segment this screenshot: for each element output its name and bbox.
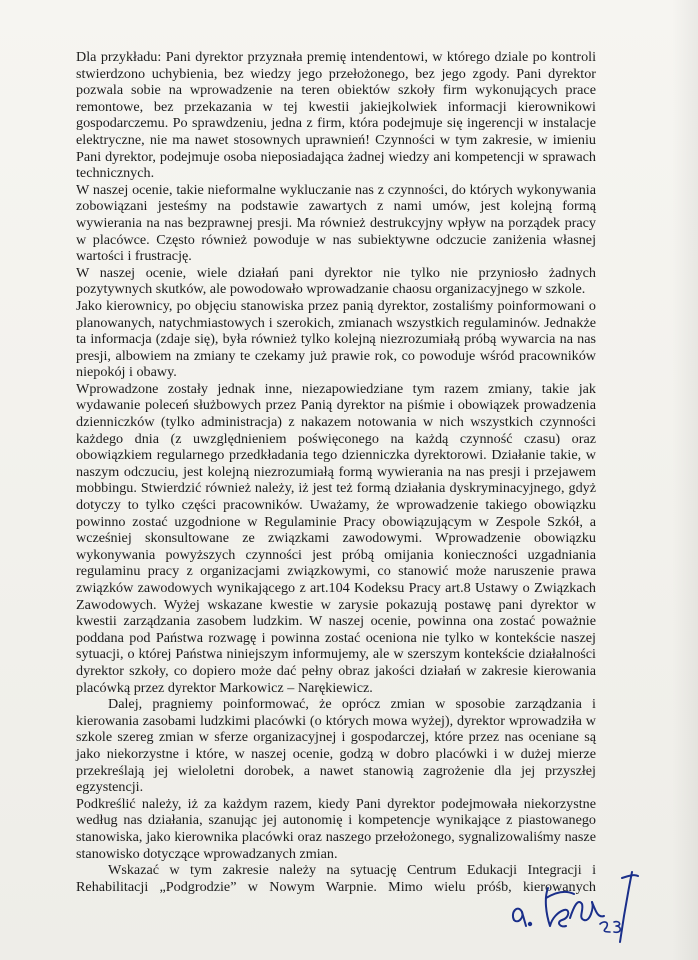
paragraph-6: Dalej, pragniemy poinformować, że oprócz zmian w sposobie zarządzania i kierowania zasobami ludzkimi placówki (o których mowa wyżej), dyrektor wprowadziła w szkole szereg zmian w sferze organizacyjnej i gospodarczej, które przez nas oceniane są jako niekorzystne i które, w naszej ocenie, godzą w dobro placówki i w dużej mierze przekreślają jej wieloletni dorobek, a nawet stanowią zagrożenie dla jej przyszłej egzystencji. [76, 696, 596, 796]
handwritten-signature [500, 868, 650, 948]
paragraph-8: Wskazać w tym zakresie należy na sytuację Centrum Edukacji Integracji i Rehabilitacji „Podgrodzie” w Nowym Warpnie. Mimo wielu próśb, kierowanych [76, 862, 596, 895]
signature-drawing [500, 868, 650, 948]
paragraph-1: Dla przykładu: Pani dyrektor przyznała premię intendentowi, w którego dziale po kontroli stwierdzono uchybienia, bez wiedzy jego przełożonego, bez jego zgody. Pani dyrektor pozwala sobie na wprowadzenie na teren obiektów szkoły firm wykonujących prace remontowe, bez przekazania w tej kwestii jakiejkolwiek informacji kierownikowi gospodarczemu. Po sprawdzeniu, jedna z firm, która podejmuje się ingerencji w instalacje elektryczne, nie ma nawet stosownych uprawnień! Czynności w tym zakresie, w imieniu Pani dyrektor, podejmuje osoba nieposiadająca żadnej wiedzy ani kompetencji w sprawach technicznych. [76, 49, 596, 182]
paragraph-4: Jako kierownicy, po objęciu stanowiska przez panią dyrektor, zostaliśmy poinformowani o planowanych, natychmiastowych i szerokich, zmianach wszystkich regulaminów. Jednakże ta informacja (zdaje się), była również tylko kolejną niezrozumiałą próbą wywarcia na nas presji, albowiem na zmiany te czekamy już prawie rok, co powoduje wśród pracowników niepokój i obawy. [76, 297, 596, 381]
paragraph-2: W naszej ocenie, takie nieformalne wykluczanie nas z czynności, do których wykonywania zobowiązani jesteśmy na podstawie zawartych z nami umów, jest kolejną formą wywierania na nas bezprawnej presji. Ma również destrukcyjny wpływ na porządek pracy w placówce. Często również powoduje w nas subiektywne odczucie zaniżenia własnej wartości i frustrację. [76, 181, 596, 265]
paragraph-7: Podkreślić należy, iż za każdym razem, kiedy Pani dyrektor podejmowała niekorzystne według nas działania, szanując jej autonomię i kompetencje wynikające z piastowanego stanowiska, jako kierownika placówki oraz naszego przełożonego, sygnalizowaliśmy nasze stanowisko dotyczące wprowadzanych zmian. [76, 795, 596, 862]
paragraph-3: W naszej ocenie, wiele działań pani dyrektor nie tylko nie przyniosło żadnych pozytywnych skutków, ale powodowało wprowadzanie chaosu organizacyjnego w szkole. [76, 264, 596, 298]
paragraph-5: Wprowadzone zostały jednak inne, niezapowiedziane tym razem zmiany, takie jak wydawanie poleceń służbowych przez Panią dyrektor na piśmie i obowiązek prowadzenia dzienniczków (tylko administracja) z nakazem notowania w nich wszystkich czynności każdego dnia (z uwzględnieniem poświęconego na każdą czynność czasu) oraz obowiązkiem regularnego przedkładania tego dzienniczka dyrektorowi. Działanie takie, w naszym odczuciu, jest kolejną niezrozumiałą formą wywierania na nas presji i przejawem mobbingu. Stwierdzić również należy, iż jest też formą działania dyskryminacyjnego, gdyż dotyczy to tylko części pracowników. Uważamy, że wprowadzenie takiego obowiązku powinno zostać uzgodnione w Regulaminie Pracy obowiązującym w Zespole Szkół, a wcześniej skonsultowane ze związkami zawodowymi. Wprowadzenie obowiązku wykonywania powyższych czynności jest próbą omijania konieczności uzgadniania regulaminu pracy z organizacjami związkowymi, co stanowić może naruszenie prawa związków zawodowych wynikającego z art.104 Kodeksu Pracy art.8 Ustawy o Związkach Zawodowych. Wyżej wskazane kwestie w zarysie pokazują postawę pani dyrektor w kwestii zarządzania zasobem ludzkim. W naszej ocenie, powinna ona zostać poważnie poddana pod Państwa rozwagę i powinna zostać oceniona nie tylko w kontekście naszej sytuacji, o której Państwa niniejszym informujemy, ale w szerszym kontekście działalności dyrektor szkoły, co dopiero może dać pełny obraz jakości działań w zakresie kierowania placówką przez dyrektor Markowicz – Narękiewicz. [76, 380, 596, 696]
document-body [76, 49, 596, 895]
